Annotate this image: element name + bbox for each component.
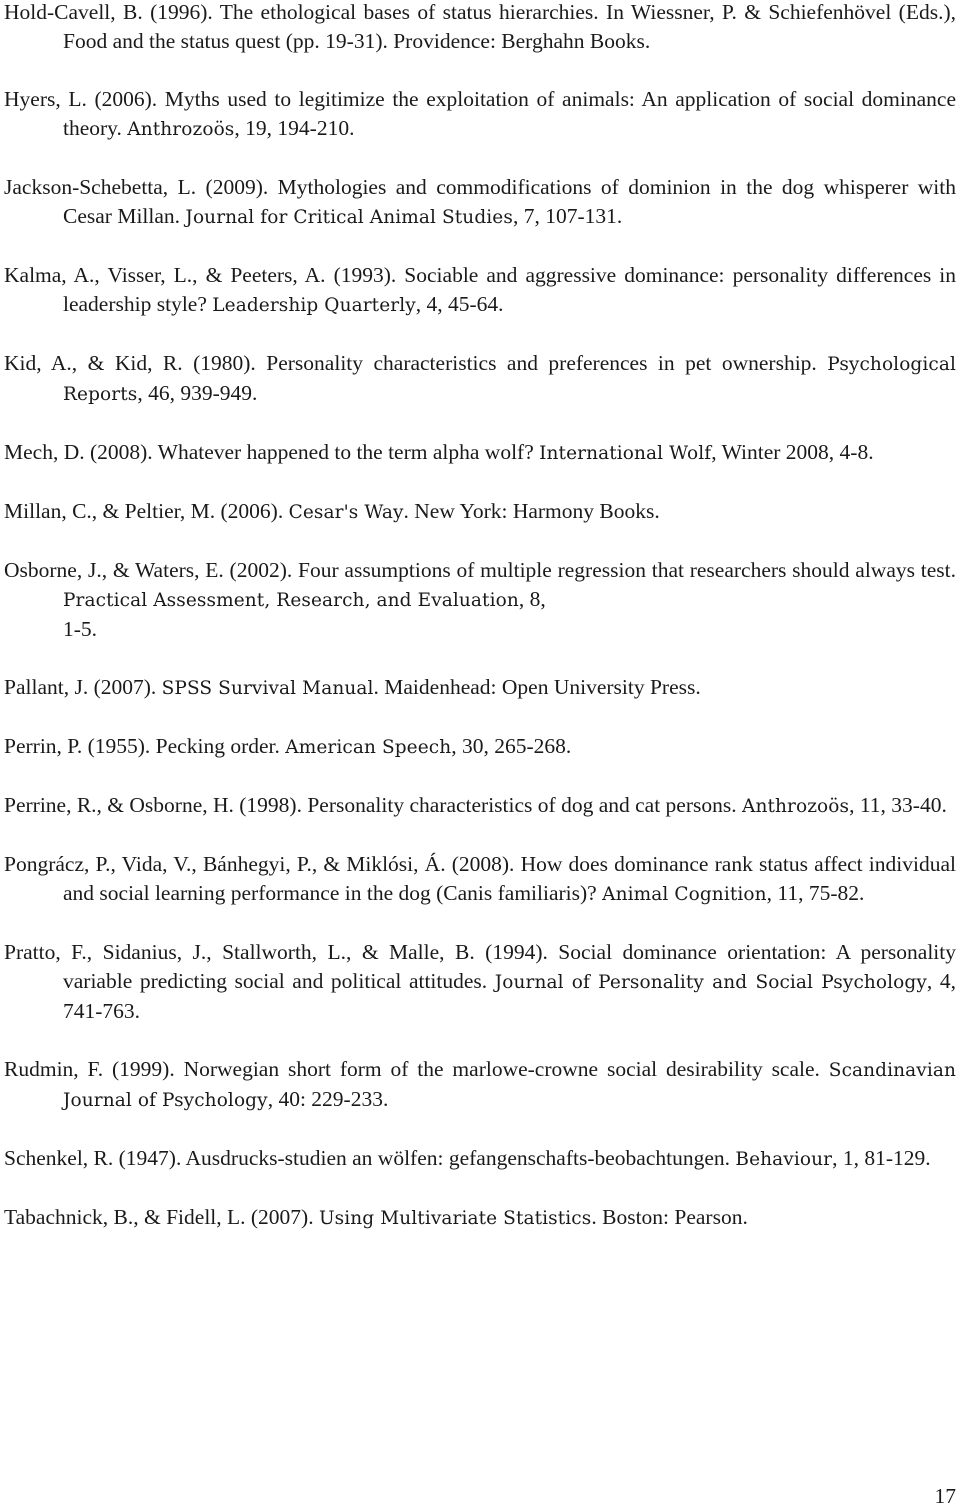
reference-details: . Maidenhead: Open University Press. (373, 675, 701, 699)
reference-details-cont: 1-5. (63, 617, 98, 641)
reference-details: , 8, (518, 587, 546, 611)
reference-entry (4, 1055, 956, 1115)
reference-source: Anthrozoös (741, 796, 850, 817)
reference-text: Pratto, F., Sidanius, J., Stallworth, L., & Malle, B. (1994). Social dominance orientation: A personality variable predicting social and political attitudes. (4, 940, 956, 993)
reference-source: Using Multivariate Statistics (318, 1208, 592, 1229)
page-number: 17 (934, 1484, 956, 1508)
reference-details: , 30, 265-268. (451, 734, 572, 758)
reference-entry (4, 85, 956, 144)
reference-details: , Winter 2008, 4-8. (711, 440, 874, 464)
reference-entry (4, 556, 956, 644)
reference-source: SPSS Survival Manual (161, 678, 374, 699)
reference-details: , 19, 194-210. (234, 116, 355, 140)
reference-list (4, 0, 956, 1262)
reference-source: Psychological Reports (63, 354, 956, 405)
reference-details: , 11, 33-40. (849, 793, 947, 817)
reference-details: , 11, 75-82. (766, 881, 865, 905)
reference-text: Jackson-Schebetta, L. (2009). Mythologies and commodifications of dominion in the dog whisperer with Cesar Millan. (4, 175, 956, 228)
reference-source: Anthrozoös (127, 119, 235, 140)
reference-source: International Wolf (539, 443, 712, 464)
reference-text: Millan, C., & Peltier, M. (2006). (4, 499, 289, 523)
reference-entry (4, 938, 956, 1026)
reference-entry (4, 1203, 956, 1233)
reference-details: , 7, 107-131. (512, 204, 623, 228)
reference-details: , 40: 229-233. (267, 1087, 389, 1111)
reference-text: Tabachnick, B., & Fidell, L. (2007). (4, 1205, 319, 1229)
reference-details: , 46, 939-949. (137, 381, 258, 405)
reference-source: Leadership Quarterly (212, 295, 416, 316)
reference-entry (4, 673, 956, 703)
reference-source: Cesar's Way (288, 502, 404, 523)
reference-text: Pongrácz, P., Vida, V., Bánhegyi, P., & Miklósi, Á. (2008). How does dominance rank status affect individual and social learning performance in the dog (Canis familiaris)? (4, 852, 956, 905)
reference-source: Behaviour (735, 1149, 833, 1170)
reference-entry (4, 732, 956, 762)
reference-text: Mech, D. (2008). Whatever happened to the term alpha wolf? (4, 440, 540, 464)
reference-details: . Boston: Pearson. (591, 1205, 748, 1229)
reference-entry (4, 791, 956, 821)
reference-text: Pallant, J. (2007). (4, 675, 162, 699)
reference-text: Perrin, P. (1955). Pecking order. (4, 734, 286, 758)
reference-source: Journal for Critical Animal Studies (185, 207, 513, 228)
reference-details: . New York: Harmony Books. (403, 499, 660, 523)
reference-source: Journal of Personality and Social Psychology (494, 972, 927, 993)
reference-text: Rudmin, F. (1999). Norwegian short form of the marlowe-crowne social desirability scale. (4, 1057, 829, 1081)
reference-entry (4, 850, 956, 909)
reference-entry (4, 173, 956, 232)
reference-text: Schenkel, R. (1947). Ausdrucks-studien an wölfen: gefangenschafts-beobachtungen. (4, 1146, 736, 1170)
reference-entry (4, 349, 956, 409)
reference-text: Hyers, L. (2006). Myths used to legitimize the exploitation of animals: An application of social dominance theory. (4, 87, 956, 140)
reference-source: American Speech (285, 737, 452, 758)
reference-text: Perrine, R., & Osborne, H. (1998). Personality characteristics of dog and cat persons. (4, 793, 742, 817)
reference-source: Animal Cognition (602, 884, 767, 905)
reference-source: Scandinavian Journal of Psychology (63, 1060, 956, 1111)
reference-entry (4, 438, 956, 468)
reference-entry (4, 261, 956, 320)
reference-details: , 1, 81-129. (832, 1146, 931, 1170)
reference-entry (4, 1144, 956, 1174)
reference-details: , 4, 741-763. (63, 969, 957, 1023)
reference-entry (4, 0, 956, 56)
reference-text: Kalma, A., Visser, L., & Peeters, A. (1993). Sociable and aggressive dominance: personality differences in leadership style? (4, 263, 956, 316)
reference-entry (4, 497, 956, 527)
reference-source: Practical Assessment, Research, and Evaluation (63, 590, 519, 611)
reference-text: Osborne, J., & Waters, E. (2002). Four assumptions of multiple regression that researchers should always test. (4, 558, 956, 582)
reference-text: Kid, A., & Kid, R. (1980). Personality characteristics and preferences in pet ownership. (4, 351, 828, 375)
reference-text: Hold-Cavell, B. (1996). The ethological bases of status hierarchies. In Wiessner, P. & Schiefenhövel (Eds.), Food and the status quest (pp. 19-31). Providence: Berghahn Books. (4, 0, 956, 53)
reference-details: , 4, 45-64. (415, 292, 504, 316)
